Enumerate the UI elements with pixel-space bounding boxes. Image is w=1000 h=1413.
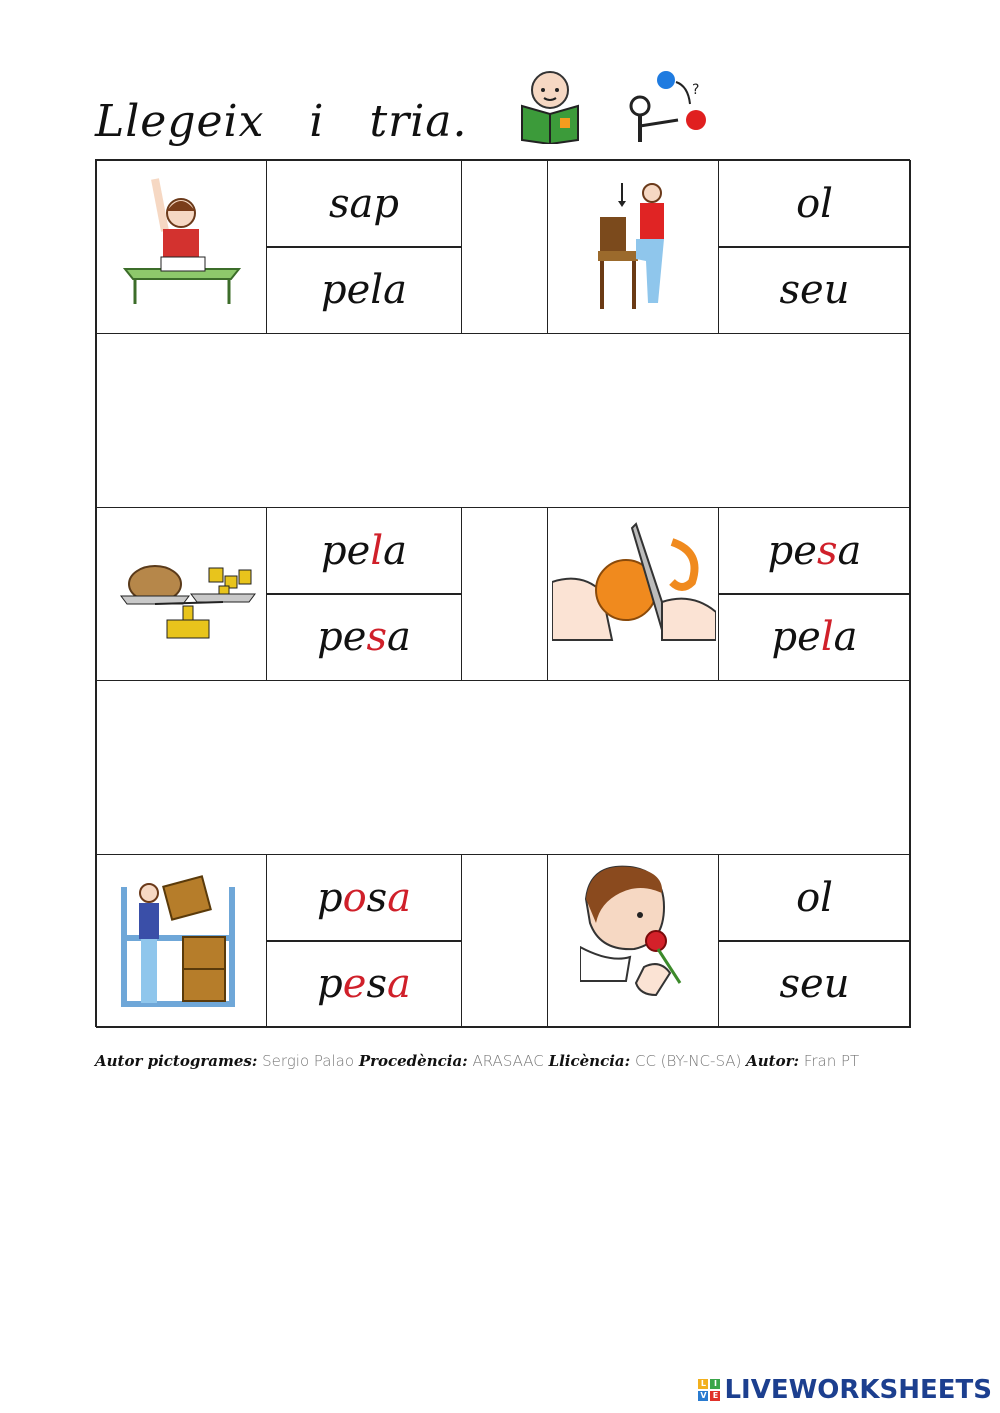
brand-letter-v: V [700,1391,707,1400]
word-segment: sap [329,181,399,227]
worksheet-author-value: Fran PT [803,1052,860,1070]
option-r1-right-1[interactable] [718,160,911,248]
word-segment: pe [317,614,367,660]
worksheet-title [95,96,498,147]
word-segment: ol [796,875,833,921]
option-r3-left-1[interactable] [266,854,462,942]
peeling-orange-icon [552,522,716,644]
word-r2-left-2 [317,614,411,660]
word-r2-right-2 [772,614,858,660]
title-word-2: i [309,96,325,147]
word-segment: l [370,528,384,574]
word-segment: seu [779,267,850,313]
word-segment: a [833,614,858,660]
source-label: Procedència: [358,1052,468,1070]
word-segment: p [316,875,343,921]
word-r3-left-1 [317,875,411,921]
option-r2-right-1[interactable] [718,507,911,595]
word-segment: s [366,875,388,921]
word-segment: o [342,875,367,921]
svg-text:?: ? [692,82,700,98]
word-segment: e [342,961,367,1007]
word-r2-right-1 [768,528,862,574]
credits-footer [95,1052,859,1070]
word-segment: pe [771,614,821,660]
picture-cell-6 [547,854,719,1028]
brand-letter-e: E [710,1391,720,1401]
word-r2-left-1 [321,528,407,574]
word-r1-right-1 [796,181,833,227]
word-segment: a [837,528,862,574]
word-r1-left-2 [321,267,407,313]
option-r3-right-1[interactable] [718,854,911,942]
word-segment: p [317,961,343,1007]
word-segment: seu [779,961,850,1007]
reading-child-icon [518,68,582,144]
word-segment: l [820,614,834,660]
brand-mark-icon [698,1379,720,1401]
option-r1-left-2[interactable] [266,246,462,334]
answer-cell-r1-left[interactable] [461,160,548,334]
choose-color-icon [626,70,718,144]
word-r3-right-2 [780,961,850,1007]
student-raising-hand-icon [121,169,243,309]
writing-area-1[interactable] [96,333,911,508]
option-r2-left-2[interactable] [266,593,462,681]
word-segment: s [816,528,838,574]
picture-cell-3 [96,507,267,681]
license-label: Llicència: [548,1052,631,1070]
word-segment: a [383,528,407,574]
option-r1-right-2[interactable] [718,246,911,334]
title-word-3: tria. [369,96,468,147]
option-r3-left-2[interactable] [266,940,462,1028]
source-value: ARASAAC [472,1052,544,1070]
word-segment: pe [767,528,817,574]
option-r3-right-2[interactable] [718,940,911,1028]
picture-cell-1 [96,160,267,334]
option-r2-right-2[interactable] [718,593,911,681]
option-r2-left-1[interactable] [266,507,462,595]
smelling-flower-icon [580,863,692,1003]
brand-letter-l: L [698,1379,708,1389]
answer-cell-r2-left[interactable] [461,507,548,681]
word-r3-left-2 [317,961,411,1007]
boy-sitting-on-chair-icon [594,181,674,313]
answer-cell-r3-left[interactable] [461,854,548,1028]
author-label: Autor pictogrames: [95,1052,258,1070]
title-word-1: Llegeix [95,96,265,147]
word-segment: pela [321,267,407,313]
word-r1-left-1 [329,181,399,227]
worksheet-author-label: Autor: [746,1052,800,1070]
author-value: Sergio Palao [262,1052,355,1070]
picture-cell-2 [547,160,719,334]
word-segment: s [366,961,387,1007]
weighing-scale-icon [119,564,257,640]
word-r1-right-2 [780,267,850,313]
word-segment: s [366,614,387,660]
picture-cell-5 [96,854,267,1028]
liveworksheets-logo[interactable] [698,1375,992,1405]
worksheet-grid [95,159,910,1027]
option-r1-left-1[interactable] [266,160,462,248]
word-segment: a [386,961,411,1007]
license-value: CC (BY-NC-SA) [634,1052,742,1070]
brand-letter-i: I [710,1379,720,1389]
word-segment: a [387,875,412,921]
placing-box-on-shelf-icon [117,875,239,1009]
word-segment: pe [321,528,371,574]
writing-area-2[interactable] [96,680,911,855]
brand-name: LIVEWORKSHEETS [724,1375,992,1405]
word-segment: ol [796,181,833,227]
word-segment: a [386,614,411,660]
picture-cell-4 [547,507,719,681]
word-r3-right-1 [796,875,833,921]
